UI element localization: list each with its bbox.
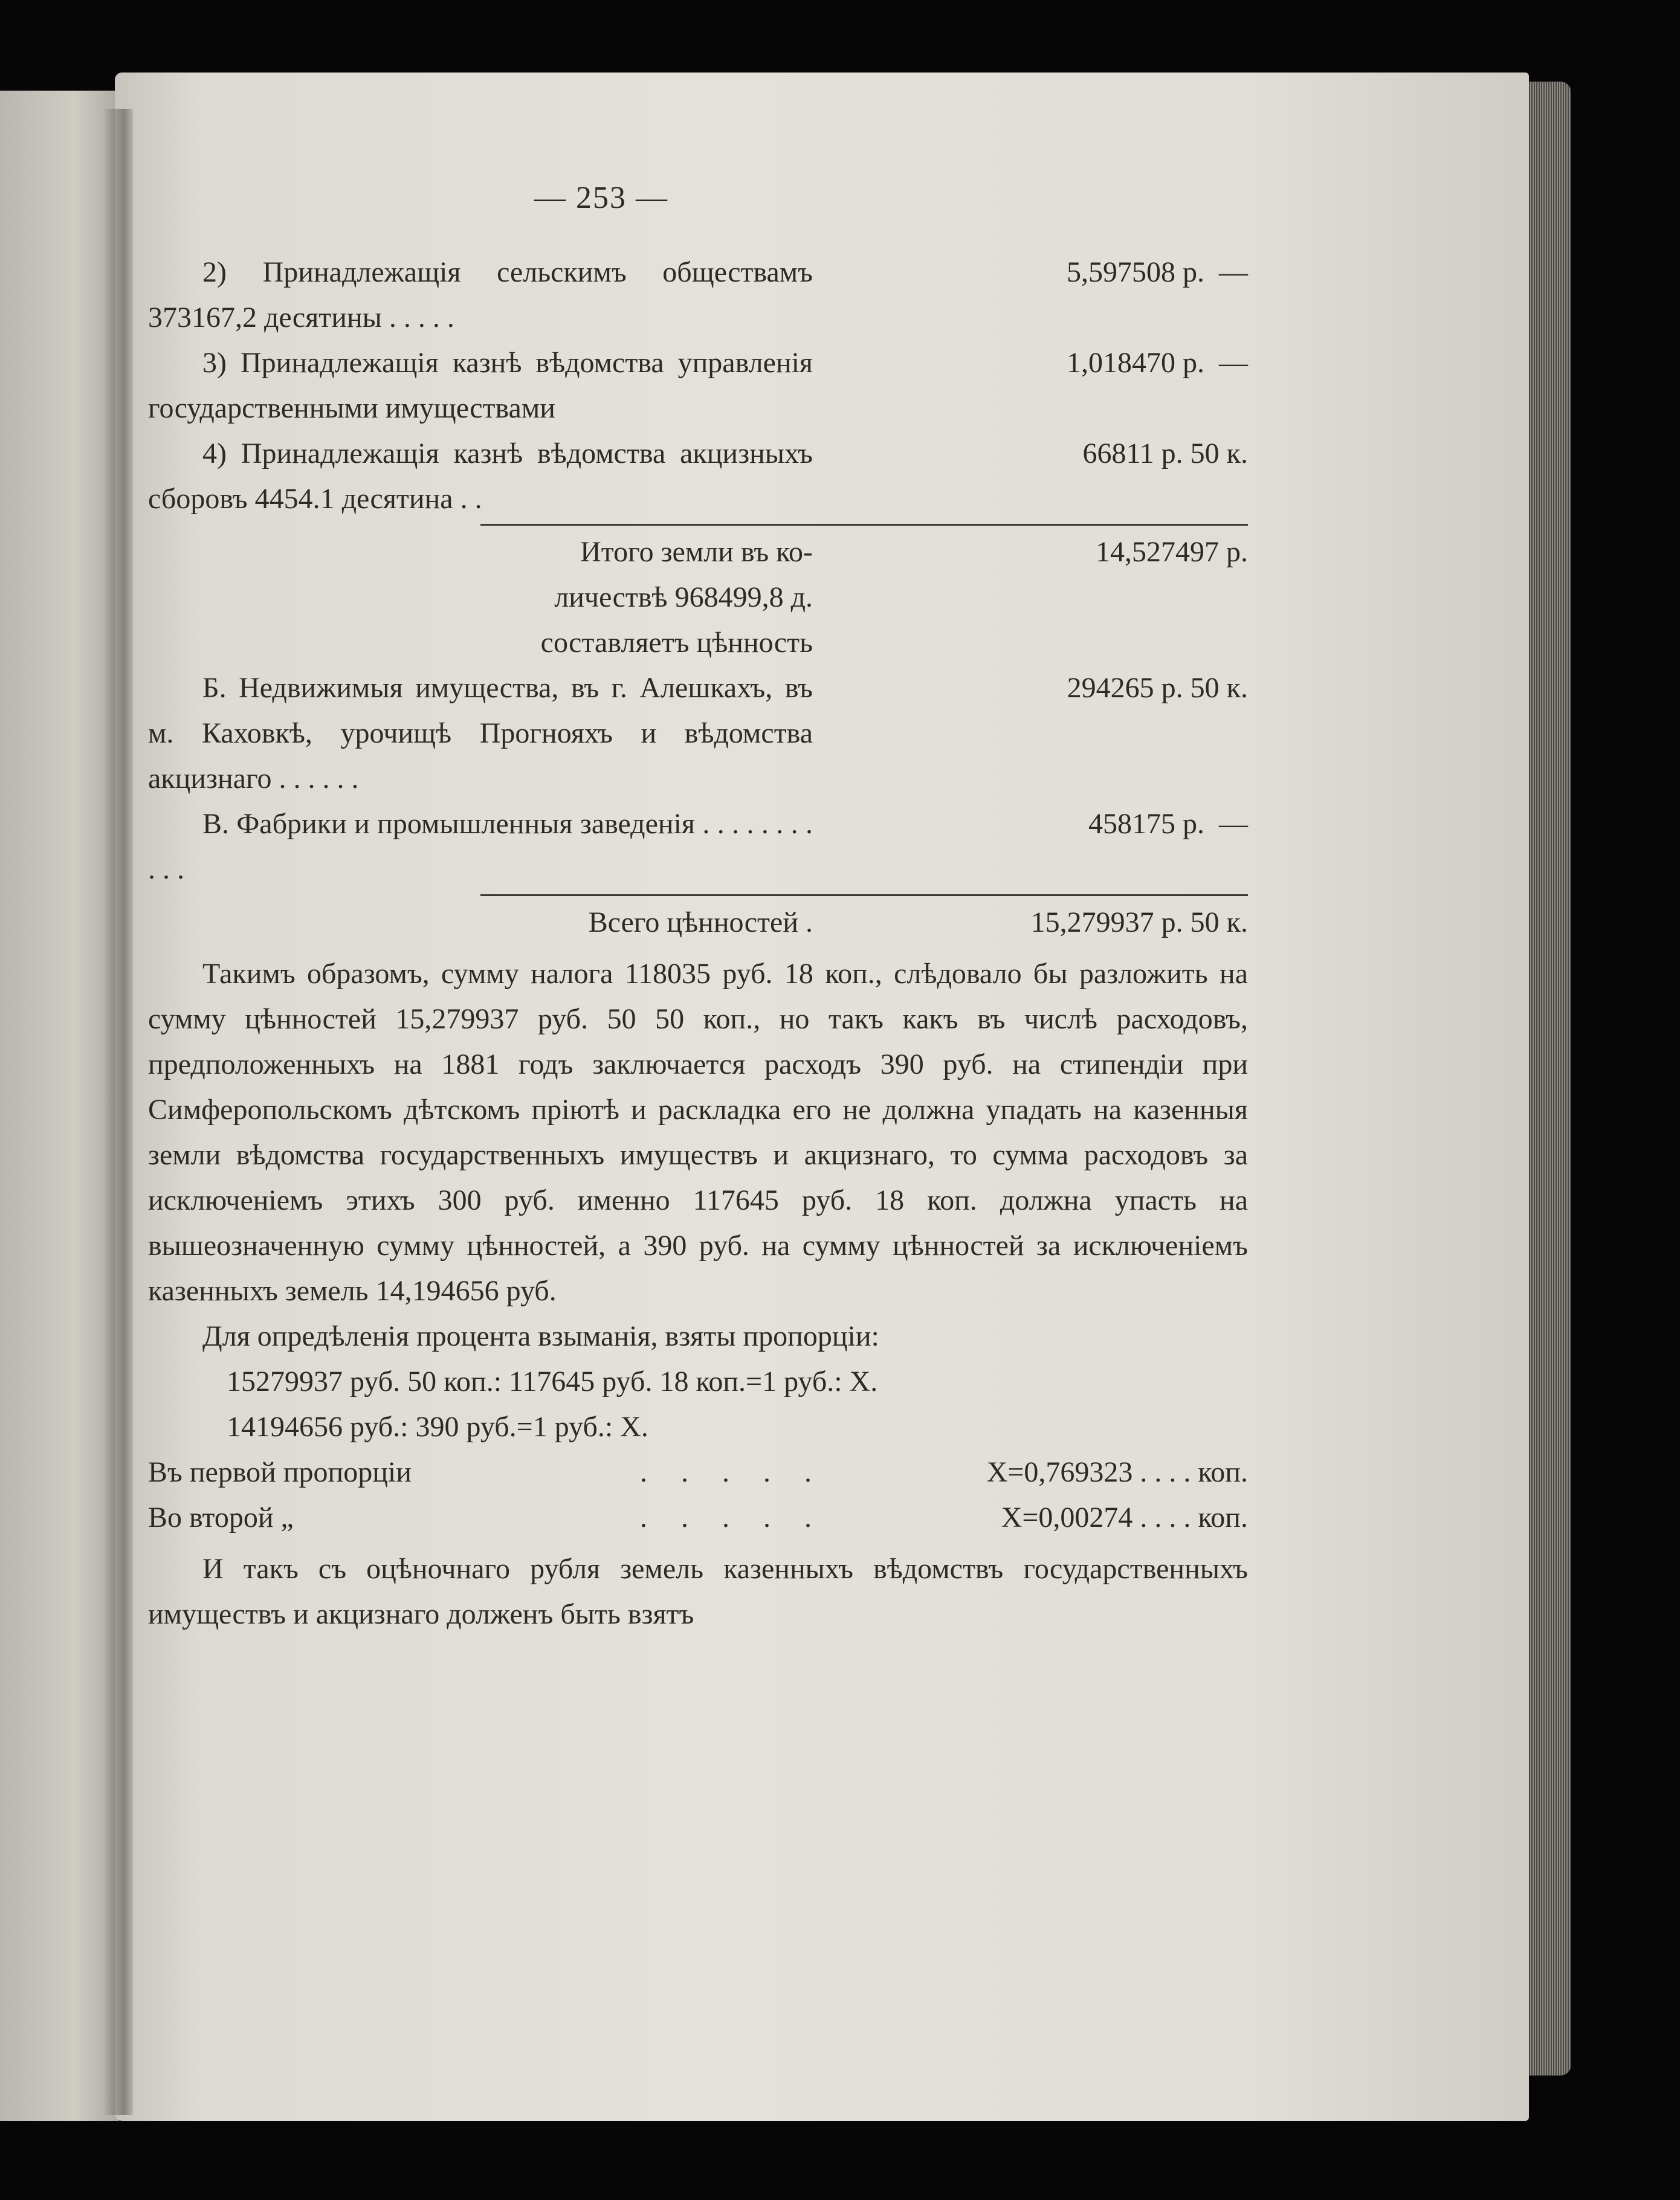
item-text: 4) Принадлежащія казнѣ вѣдомства акцизныхъ сборовъ 4454.1 десятина . . xyxy=(148,437,813,515)
result-dots: . . . . . xyxy=(640,1502,825,1534)
total-rule xyxy=(480,894,1248,896)
result-dots: . . . . . xyxy=(640,1456,825,1488)
proportion-line: 15279937 руб. 50 коп.: 117645 руб. 18 коп.=1 руб.: X. xyxy=(227,1366,878,1398)
item-amount: 1,018470 р. — xyxy=(1067,347,1248,379)
subtotal-rule xyxy=(480,524,1248,526)
subtotal-amount: 14,527497 р. xyxy=(1096,536,1248,568)
item-row xyxy=(148,665,1248,801)
result-row xyxy=(148,1450,1248,1495)
result-value: X=0,769323 . . . . коп. xyxy=(986,1456,1248,1488)
page-edge-stack xyxy=(1523,82,1571,2076)
result-row xyxy=(148,1495,1248,1540)
total-amount: 15,279937 р. 50 к. xyxy=(1030,906,1248,938)
paragraph: Такимъ образомъ, сумму налога 118035 руб. 18 коп., слѣдовало бы разложить на сумму цѣнностей 15,279937 руб. 50 50 коп., но такъ какъ въ числѣ расходовъ, предположенныхъ на 1881 годъ заключается расходъ 390 руб. на стипендіи при Симферопольскомъ дѣтскомъ пріютѣ и раскладка его не должна упадать на казенныя земли вѣдомства государственныхъ имуществъ и акцизнаго, то сумма расходовъ за исключеніемъ этихъ 300 руб. именно 117645 руб. 18 коп. должна упасть на вышеозначенную сумму цѣнностей, а 390 руб. на сумму цѣнностей за исключеніемъ казенныхъ земель 14,194656 руб. xyxy=(148,958,1248,1307)
subtotal-line: Итого земли въ ко- xyxy=(580,536,813,568)
book-gutter xyxy=(103,109,133,2115)
item-text: 2) Принадлежащія сельскимъ обществамъ 373167,2 десятины . . . . . xyxy=(148,256,813,334)
total-label: Всего цѣнностей . xyxy=(588,906,813,938)
item-amount: 458175 р. — xyxy=(1088,808,1248,840)
total-row xyxy=(148,900,1248,945)
subtotal-line: личествѣ 968499,8 д. xyxy=(554,581,813,613)
result-label: Въ первой пропорціи xyxy=(148,1456,412,1488)
page-content xyxy=(148,175,1248,1637)
item-row xyxy=(148,801,1248,892)
result-value: X=0,00274 . . . . коп. xyxy=(1001,1502,1248,1534)
subtotal-label xyxy=(148,529,813,665)
subtotal-row xyxy=(148,529,1248,665)
proportion-line: 14194656 руб.: 390 руб.=1 руб.: X. xyxy=(227,1411,648,1443)
item-row xyxy=(148,250,1248,340)
item-row xyxy=(148,340,1248,431)
paragraph: Для опредѣленія процента взыманія, взяты пропорціи: xyxy=(202,1320,879,1352)
item-text: Б. Недвижимыя имущества, въ г. Алешкахъ, въ м. Каховкѣ, урочищѣ Прогнояхъ и вѣдомства акцизнаго . . . . . . xyxy=(148,672,813,795)
item-amount: 294265 р. 50 к. xyxy=(1067,672,1248,704)
item-text: В. Фабрики и промышленныя заведенія . . . . . . . . . . . xyxy=(148,808,813,885)
item-amount: 5,597508 р. — xyxy=(1067,256,1248,288)
subtotal-line: составляетъ цѣнность xyxy=(540,627,813,659)
page-number: — 253 — xyxy=(534,181,668,215)
item-row xyxy=(148,431,1248,521)
item-amount: 66811 р. 50 к. xyxy=(1082,437,1248,469)
item-text: 3) Принадлежащія казнѣ вѣдомства управленія государственными имуществами xyxy=(148,347,813,424)
result-label: Во второй „ xyxy=(148,1502,294,1534)
paragraph: И такъ съ оцѣночнаго рубля земель казенныхъ вѣдомствъ государственныхъ имуществъ и акцизнаго долженъ быть взятъ xyxy=(148,1553,1248,1630)
